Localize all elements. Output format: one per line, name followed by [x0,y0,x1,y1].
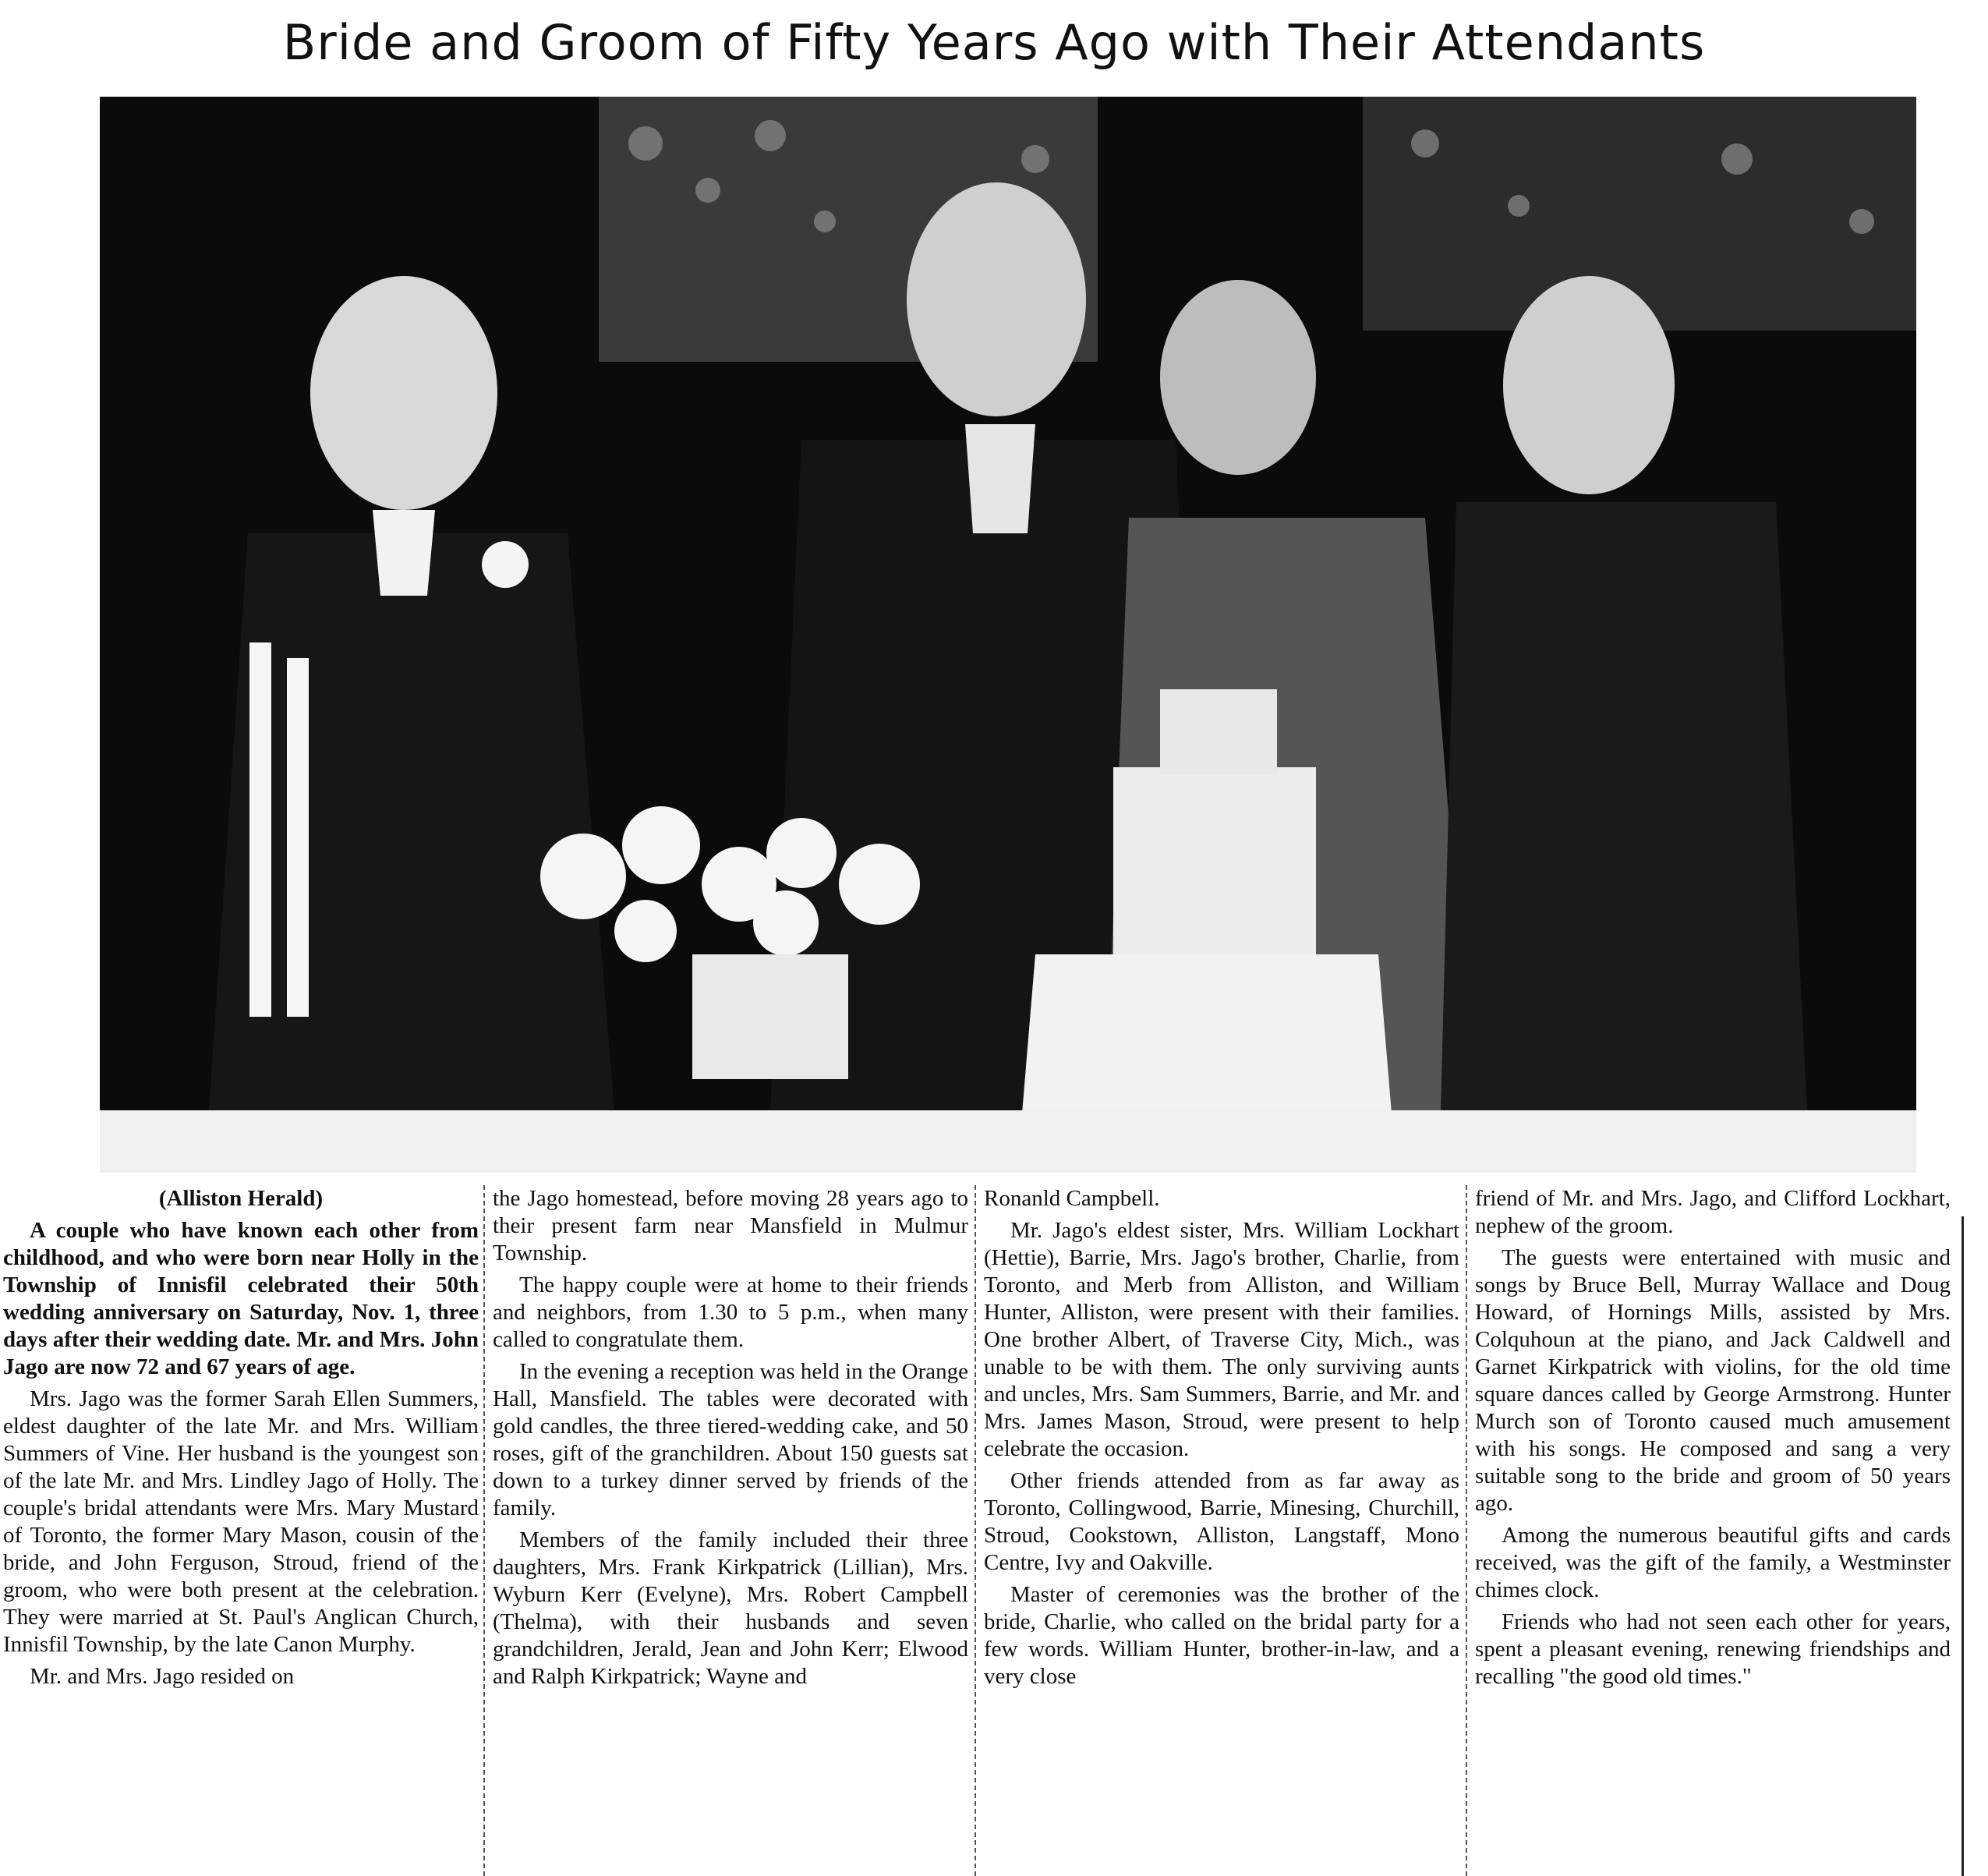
article-paragraph: Master of ceremonies was the brother of the bride, Charlie, who called on the bridal party for a few words. William Hunter, brother-in-law, and a very close [984,1582,1459,1689]
article-paragraph: Members of the family included their three daughters, Mrs. Frank Kirkpatrick (Lillian), Mrs. Wyburn Kerr (Evelyne), Mrs. Robert Campbell (Thelma), with their husbands and seven grandchildren, Jerald, Jean and John Kerr; Elwood and Ralph Kirkpatrick; Wayne and [493,1527,968,1689]
article-column-2 [493,1185,968,1876]
lead-paragraph: A couple who have known each other from childhood, and who were born near Holly in the Township of Innisfil celebrated their 50th wedding anniversary on Saturday, Nov. 1, three days after their wedding date. Mr. and Mrs. John Jago are now 72 and 67 years of age. [3,1218,479,1379]
article-paragraph: Friends who had not seen each other for years, spent a pleasant evening, renewing friendships and recalling "the good old times." [1475,1609,1951,1689]
column-divider [1466,1185,1467,1876]
article-paragraph: Other friends attended from as far away as Toronto, Collingwood, Barrie, Minesing, Churchill, Stroud, Cookstown, Alliston, Langstaff, Mono Centre, Ivy and Oakville. [984,1468,1459,1575]
article-column-4 [1475,1185,1951,1876]
article-paragraph: Mr. Jago's eldest sister, Mrs. William Lockhart (Hettie), Barrie, Mrs. Jago's brother, Charlie, from Toronto, and Merb from Alliston, and William Hunter, Alliston, were present with their families. One brother Albert, of Traverse City, Mich., was unable to be with them. The only surviving aunts and uncles, Mrs. Sam Summers, Barrie, and Mr. and Mrs. James Mason, Stroud, were present to help celebrate the occasion. [984,1218,1459,1461]
article-paragraph: The happy couple were at home to their friends and neighbors, from 1.30 to 5 p.m., when many called to congratulate them. [493,1272,968,1352]
column-divider [483,1185,485,1876]
article-column-1 [3,1185,479,1876]
article-paragraph: Mr. and Mrs. Jago resided on [30,1664,295,1689]
page-edge-rule [1961,1216,1964,1876]
photo-icon [100,97,1916,1173]
article-column-3 [984,1185,1459,1876]
column-divider [975,1185,976,1876]
photo-credit: (Alliston Herald) [158,1186,324,1211]
article-columns [0,1185,1988,1876]
article-paragraph: The guests were entertained with music and songs by Bruce Bell, Murray Wallace and Doug Howard, of Hornings Mills, assisted by Mrs. Colquhoun at the piano, and Jack Caldwell and Garnet Kirkpatrick with violins, for the old time square dances called by George Armstrong. Hunter Murch son of Toronto caused much amusement with his songs. He composed and sang a very suitable song to the bride and groom of 50 years ago. [1475,1245,1951,1516]
article-paragraph: Ronanld Campbell. [984,1186,1160,1211]
headline: Bride and Groom of Fifty Years Ago with Their Attendants [282,14,1706,71]
article-paragraph: friend of Mr. and Mrs. Jago, and Clifford Lockhart, nephew of the groom. [1475,1186,1951,1238]
article-paragraph: the Jago homestead, before moving 28 years ago to their present farm near Mansfield in Mulmur Township. [493,1186,968,1265]
article-paragraph: Among the numerous beautiful gifts and cards received, was the gift of the family, a Westminster chimes clock. [1475,1523,1951,1602]
newspaper-photo [100,97,1916,1173]
article-paragraph: Mrs. Jago was the former Sarah Ellen Summers, eldest daughter of the late Mr. and Mrs. William Summers of Vine. Her husband is the youngest son of the late Mr. and Mrs. Lindley Jago of Holly. The couple's bridal attendants were Mrs. Mary Mustard of Toronto, the former Mary Mason, cousin of the bride, and John Ferguson, Stroud, friend of the groom, who were both present at the celebration. They were married at St. Paul's Anglican Church, Innisfil Township, by the late Canon Murphy. [3,1386,479,1657]
article-paragraph: In the evening a reception was held in the Orange Hall, Mansfield. The tables were decorated with gold candles, the three tiered-wedding cake, and 50 roses, gift of the granchildren. About 150 guests sat down to a turkey dinner served by friends of the family. [493,1359,968,1520]
